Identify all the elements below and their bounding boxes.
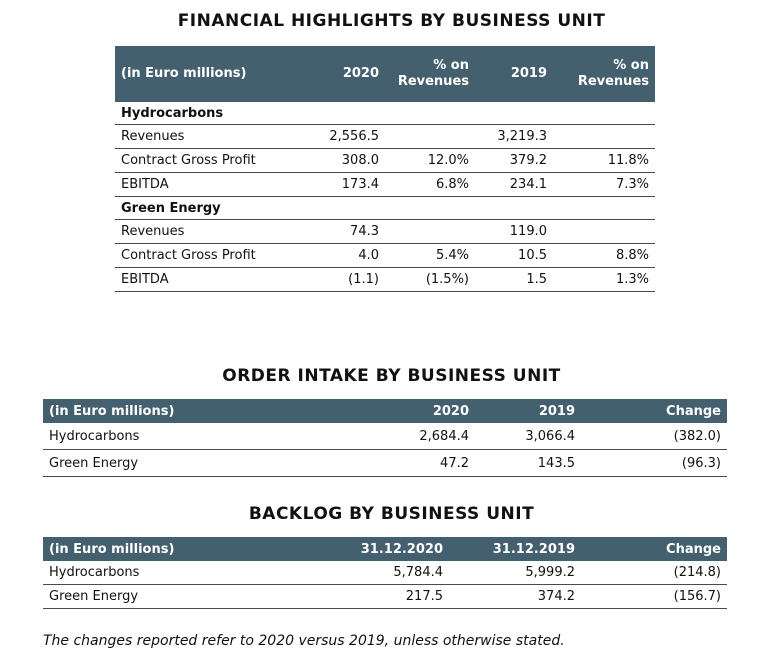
group-row-green-energy xyxy=(115,197,655,220)
cell: (1.1) xyxy=(315,268,385,292)
header-2020: 2020 xyxy=(323,399,475,423)
row-label: Contract Gross Profit xyxy=(115,244,315,268)
cell: 74.3 xyxy=(315,220,385,244)
financial-highlights-table xyxy=(115,46,655,292)
cell: 2,684.4 xyxy=(323,423,475,450)
header-pct-2019: % on Revenues xyxy=(553,46,655,102)
table-row xyxy=(115,268,655,292)
row-label: Revenues xyxy=(115,220,315,244)
backlog-table xyxy=(43,537,727,609)
row-label: EBITDA xyxy=(115,268,315,292)
table-row xyxy=(115,149,655,173)
cell: 1.3% xyxy=(553,268,655,292)
cell: 379.2 xyxy=(475,149,553,173)
table-row xyxy=(43,585,727,609)
row-label: Revenues xyxy=(115,125,315,149)
cell: 173.4 xyxy=(315,173,385,197)
header-2020: 2020 xyxy=(315,46,385,102)
row-label: EBITDA xyxy=(115,173,315,197)
cell xyxy=(385,220,475,244)
cell: 1.5 xyxy=(475,268,553,292)
header-2019: 31.12.2019 xyxy=(449,537,581,561)
row-label: Contract Gross Profit xyxy=(115,149,315,173)
backlog-title: BACKLOG BY BUSINESS UNIT xyxy=(248,504,535,524)
footnote: The changes reported refer to 2020 versus 2019, unless otherwise stated. xyxy=(43,633,565,649)
cell: (382.0) xyxy=(581,423,727,450)
table-row xyxy=(43,561,727,585)
header-2019: 2019 xyxy=(475,46,553,102)
header-units: (in Euro millions) xyxy=(43,399,323,423)
header-pct-2020: % on Revenues xyxy=(385,46,475,102)
group-label: Hydrocarbons xyxy=(115,102,655,125)
table-row xyxy=(115,220,655,244)
cell: 217.5 xyxy=(323,585,449,609)
cell: 3,066.4 xyxy=(475,423,581,450)
cell: 119.0 xyxy=(475,220,553,244)
table-header-row xyxy=(43,399,727,423)
cell: 374.2 xyxy=(449,585,581,609)
header-change: Change xyxy=(581,399,727,423)
table-row xyxy=(115,244,655,268)
table-row xyxy=(43,423,727,450)
table-row xyxy=(43,450,727,477)
cell: 11.8% xyxy=(553,149,655,173)
header-2020: 31.12.2020 xyxy=(323,537,449,561)
header-2019: 2019 xyxy=(475,399,581,423)
header-units: (in Euro millions) xyxy=(115,46,315,102)
cell: 8.8% xyxy=(553,244,655,268)
header-units: (in Euro millions) xyxy=(43,537,323,561)
cell xyxy=(553,125,655,149)
cell: (96.3) xyxy=(581,450,727,477)
cell: 7.3% xyxy=(553,173,655,197)
table-header-row xyxy=(43,537,727,561)
cell: 2,556.5 xyxy=(315,125,385,149)
order-intake-table xyxy=(43,399,727,477)
header-change: Change xyxy=(581,537,727,561)
row-label: Green Energy xyxy=(43,450,323,477)
cell: 4.0 xyxy=(315,244,385,268)
cell xyxy=(385,125,475,149)
cell: (156.7) xyxy=(581,585,727,609)
table-header-row xyxy=(115,46,655,102)
group-row-hydrocarbons xyxy=(115,102,655,125)
group-label: Green Energy xyxy=(115,197,655,220)
table-row xyxy=(115,173,655,197)
table-row xyxy=(115,125,655,149)
cell xyxy=(553,220,655,244)
cell: 143.5 xyxy=(475,450,581,477)
row-label: Hydrocarbons xyxy=(43,561,323,585)
cell: 308.0 xyxy=(315,149,385,173)
cell: (214.8) xyxy=(581,561,727,585)
row-label: Green Energy xyxy=(43,585,323,609)
cell: 5,999.2 xyxy=(449,561,581,585)
order-intake-title: ORDER INTAKE BY BUSINESS UNIT xyxy=(222,366,561,386)
cell: 3,219.3 xyxy=(475,125,553,149)
cell: 5,784.4 xyxy=(323,561,449,585)
cell: 10.5 xyxy=(475,244,553,268)
cell: 234.1 xyxy=(475,173,553,197)
cell: 47.2 xyxy=(323,450,475,477)
financial-highlights-title: FINANCIAL HIGHLIGHTS BY BUSINESS UNIT xyxy=(177,11,606,31)
cell: 12.0% xyxy=(385,149,475,173)
cell: (1.5%) xyxy=(385,268,475,292)
cell: 6.8% xyxy=(385,173,475,197)
row-label: Hydrocarbons xyxy=(43,423,323,450)
cell: 5.4% xyxy=(385,244,475,268)
